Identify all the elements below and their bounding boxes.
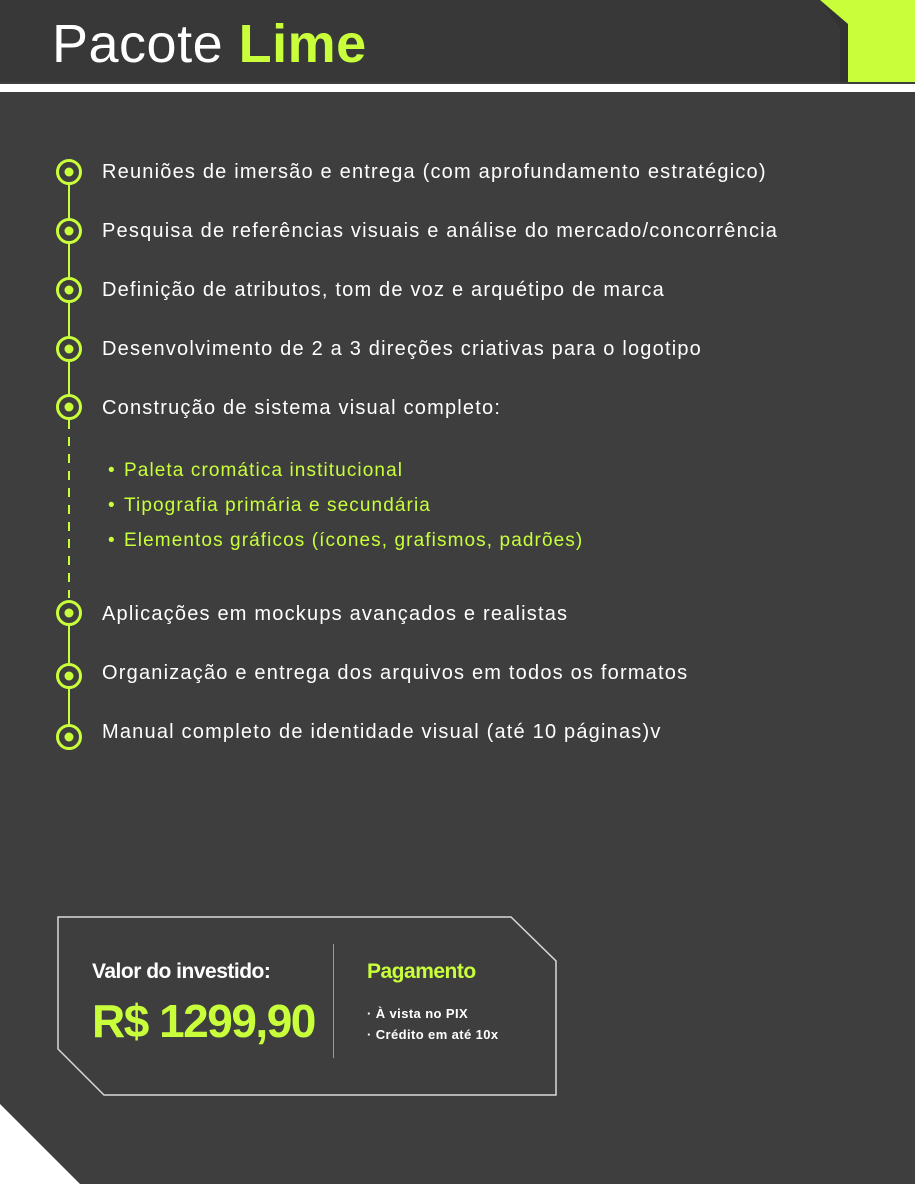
sub-list-item	[108, 494, 431, 518]
bullet-dot-icon: ·	[367, 1006, 376, 1021]
timeline-item: Reuniões de imersão e entrega (com aprofundamento estratégico)	[102, 161, 767, 183]
payment-option-label: Crédito em até 10x	[375, 1027, 499, 1042]
bullet-dot-icon: •	[108, 460, 116, 481]
timeline-bullet-icon	[54, 392, 84, 422]
timeline-bullet-icon	[54, 598, 84, 628]
bullet-dot-icon: ·	[367, 1027, 376, 1042]
timeline-item: Pesquisa de referências visuais e análise do mercado/concorrência	[102, 220, 779, 242]
timeline-item: Manual completo de identidade visual (até 10 páginas)v	[102, 721, 662, 743]
timeline-item: Construção de sistema visual completo:	[102, 397, 502, 419]
sub-list-label: Elementos gráficos (ícones, grafismos, padrões)	[124, 530, 584, 551]
timeline-item: Aplicações em mockups avançados e realistas	[102, 603, 569, 625]
timeline-bullet-icon	[54, 722, 84, 752]
sub-list-label: Paleta cromática institucional	[124, 460, 404, 481]
payment-option	[367, 1027, 499, 1042]
title-accent-word: Lime	[238, 14, 367, 74]
bullet-dot-icon: •	[108, 530, 116, 551]
price-label: Valor do investido:	[92, 960, 271, 983]
timeline-bullet-icon	[54, 661, 84, 691]
price-divider	[333, 944, 334, 1058]
sub-list-item	[108, 459, 403, 483]
payment-title: Pagamento	[367, 960, 476, 983]
bullet-dot-icon: •	[108, 495, 116, 516]
payment-option-label: À vista no PIX	[375, 1006, 469, 1021]
payment-option	[367, 1006, 468, 1021]
bottom-corner-shape	[0, 1104, 80, 1184]
price-value: R$ 1299,90	[92, 995, 315, 1047]
timeline-bullet-icon	[54, 334, 84, 364]
sub-list-label: Tipografia primária e secundária	[124, 495, 431, 516]
timeline-item: Definição de atributos, tom de voz e arquétipo de marca	[102, 279, 665, 301]
title-light-word: Pacote	[52, 14, 224, 74]
timeline-item: Desenvolvimento de 2 a 3 direções criativas para o logotipo	[102, 338, 702, 360]
sub-list-item	[108, 529, 583, 553]
timeline-bullet-icon	[54, 157, 84, 187]
timeline-bullet-icon	[54, 275, 84, 305]
timeline-item: Organização e entrega dos arquivos em todos os formatos	[102, 662, 689, 684]
timeline-bullet-icon	[54, 216, 84, 246]
